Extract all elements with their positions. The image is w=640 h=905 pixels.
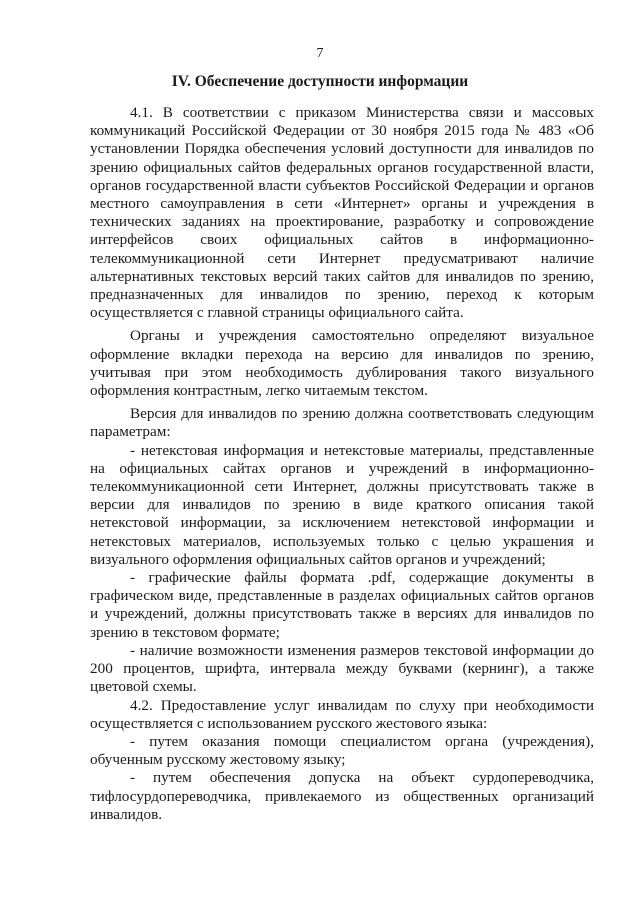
paragraph-visual-design: Органы и учреждения самостоятельно определяют визуальное оформление вкладки перехода на версию для инвалидов по зрению, учитывая при этом необходимость дублирования такого визуального оформления контрастным, легко читаемым текстом. <box>90 327 594 400</box>
paragraph-4-1: 4.1. В соответствии с приказом Министерства связи и массовых коммуникаций Российской Федерации от 30 ноября 2015 года № 483 «Об установлении Порядка обеспечения условий доступности для инвалидов по зрению официальных сайтов федеральных органов государственной власти, органов государственной власти субъектов Российской Федерации и органов местного самоуправления в сети «Интернет» органы и учреждения в технических заданиях на проектирование, разработку и сопровождение интерфейсов своих официальных сайтов в информационно-телекоммуникационной сети Интернет предусматривают наличие альтернативных текстовых версий таких сайтов для инвалидов по зрению, предназначенных для инвалидов по зрению, переход к которым осуществляется с главной страницы официального сайта. <box>90 104 594 322</box>
list-item-text-resize: - наличие возможности изменения размеров текстовой информации до 200 процентов, шрифта, интервала между буквами (кернинг), а также цветовой схемы. <box>90 641 594 696</box>
page-number: 7 <box>316 46 324 61</box>
paragraph-4-2: 4.2. Предоставление услуг инвалидам по слуху при необходимости осуществляется с использованием русского жестового языка: <box>90 696 594 732</box>
list-item-nontext-info: - нетекстовая информация и нетекстовые материалы, представленные на официальных сайтах органов и учреждений в информационно-телекоммуникационной сети Интернет, должны присутствовать также в версии для инвалидов по зрению в виде краткого описания такой нетекстовой информации, за исключением нетекстовой информации и нетекстовых материалов, используемых только с целью украшения и визуального оформления официальных сайтов органов и учреждений; <box>90 441 594 568</box>
section-heading: IV. Обеспечение доступности информации <box>171 73 469 90</box>
paragraph-version-params: Версия для инвалидов по зрению должна соответствовать следующим параметрам: <box>90 405 594 441</box>
list-item-pdf-files: - графические файлы формата .pdf, содержащие документы в графическом виде, представленные в разделах официальных сайтов органов и учреждений, должны присутствовать также в версиях для инвалидов по зрению в текстовом формате; <box>90 569 594 641</box>
list-item-sign-specialist: - путем оказания помощи специалистом органа (учреждения), обученным русскому жестовому языку; <box>90 732 594 769</box>
document-body <box>90 104 594 824</box>
list-item-interpreter-access: - путем обеспечения допуска на объект сурдопереводчика, тифлосурдопереводчика, привлекаемого из общественных организаций инвалидов. <box>90 769 594 823</box>
